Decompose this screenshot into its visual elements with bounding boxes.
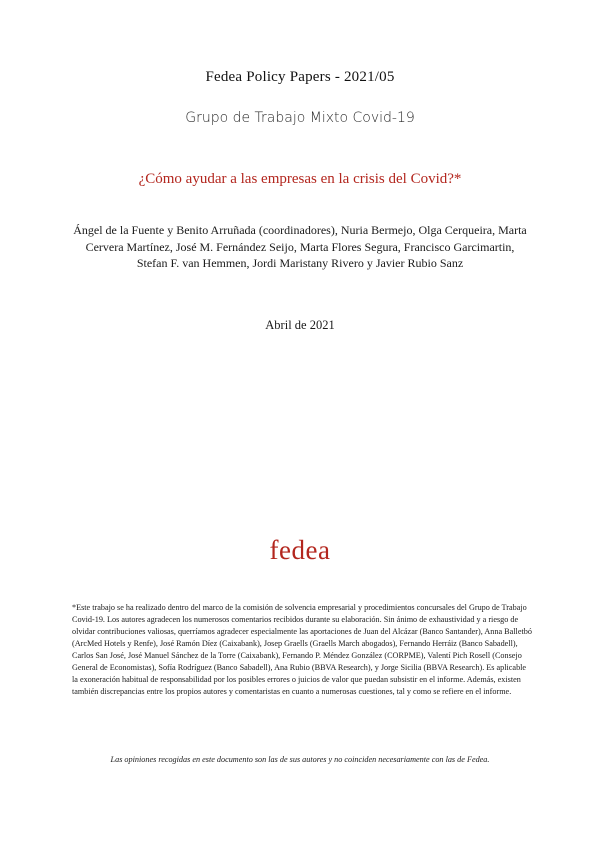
author-list: Ángel de la Fuente y Benito Arruñada (coordinadores), Nuria Bermejo, Olga Cerqueira, Marta Cervera Martínez, José M. Fernández Seijo, Marta Flores Segura, Francisco Garcimartin, Stefan F. van Hemmen, Jordi Maristany Rivero y Javier Rubio Sanz [73, 223, 527, 270]
working-group-line: Grupo de Trabajo Mixto Covid-19 [185, 110, 415, 126]
fedea-logo: fedea [269, 535, 331, 565]
series-line: Fedea Policy Papers - 2021/05 [205, 69, 395, 85]
acknowledgement-footnote: *Este trabajo se ha realizado dentro del marco de la comisión de solvencia empresarial y procedimientos concursales del Grupo de Trabajo Covid-19. Los autores agradecen los numerosos comentarios recibidos durante su elaboración. Sin ánimo de exhaustividad y a riesgo de olvidar contribuciones valiosas, querríamos agradecer especialmente las aportaciones de Juan del Alcázar (Banco Santander), Anna Balletbó (ArcMed Hotels y Renfe), José Ramón Díez (Caixabank), Josep Graells (Graells March abogados), Fernando Herráiz (Banco Sabadell), Carlos San José, José Manuel Sánchez de la Torre (Caixabank), Fernando P. Méndez González (CORPME), Valentí Pich Rosell (Consejo General de Economistas), Sofía Rodríguez (Banco Sabadell), Ana Rubio (BBVA Research), y Jorge Sicilia (BBVA Research). Es aplicable la exoneración habitual de responsabilidad por los posibles errores o juicios de valor que puedan subsistir en el informe. Además, existen también discrepancias entre los propios autores y comentaristas en cuanto a numerosas cuestiones, tal y como se refiere en el informe. [72, 603, 532, 696]
publication-date: Abril de 2021 [265, 318, 335, 332]
paper-title: ¿Cómo ayudar a las empresas en la crisis del Covid?* [138, 171, 462, 187]
disclaimer-note: Las opiniones recogidas en este documento son las de sus autores y no coinciden necesariamente con las de Fedea. [110, 755, 490, 764]
